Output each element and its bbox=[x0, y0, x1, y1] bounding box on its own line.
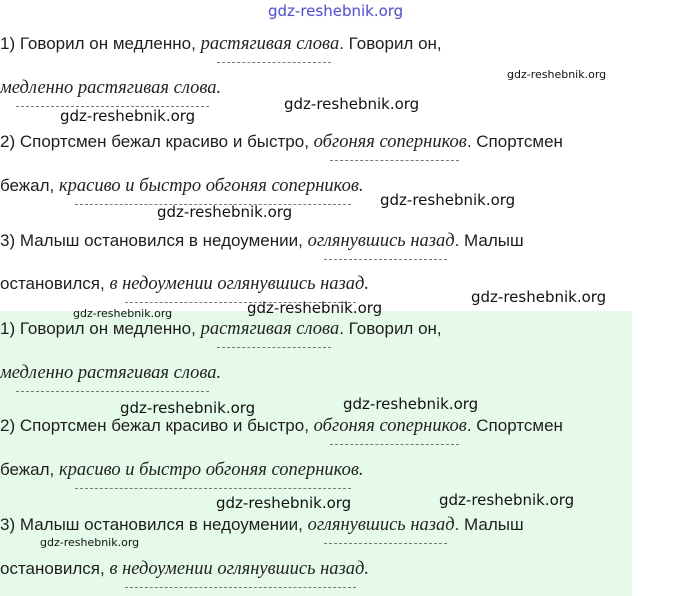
sentence-3-start: остановился, bbox=[0, 274, 110, 293]
sentence-2-line-2-copy bbox=[0, 458, 363, 482]
watermark: gdz-reshebnik.org bbox=[157, 203, 293, 221]
sentence-1-text: 1) Говорил он медленно, bbox=[0, 319, 201, 338]
watermark: gdz-reshebnik.org bbox=[216, 494, 352, 512]
watermark: gdz-reshebnik.org bbox=[284, 95, 420, 113]
sentence-2-participle: обгоняя соперников bbox=[313, 416, 467, 436]
sentence-2-start: бежал, bbox=[0, 176, 60, 195]
watermark: gdz-reshebnik.org bbox=[73, 307, 173, 320]
sentence-3-tail: . Малыш bbox=[454, 231, 524, 250]
sentence-3-line-1 bbox=[0, 229, 524, 253]
sentence-1-line-1-copy bbox=[0, 317, 442, 341]
watermark: gdz-reshebnik.org bbox=[471, 288, 607, 306]
sentence-1-tail: . Говорил он, bbox=[339, 319, 442, 338]
sentence-3-line-2-copy bbox=[0, 557, 369, 581]
sentence-2-line-2 bbox=[0, 174, 363, 198]
sentence-1-participle: растягивая слова bbox=[200, 34, 340, 54]
watermark: gdz-reshebnik.org bbox=[343, 395, 479, 413]
sentence-2-tail: . Спортсмен bbox=[466, 416, 563, 435]
sentence-1-line-2 bbox=[0, 76, 221, 100]
highlight-panel bbox=[0, 311, 632, 596]
sentence-1-answer-end: . bbox=[216, 78, 222, 98]
watermark: gdz-reshebnik.org bbox=[507, 68, 607, 81]
sentence-3-answer: в недоумении оглянувшись назад bbox=[109, 559, 365, 579]
sentence-1-line-1 bbox=[0, 32, 442, 56]
sentence-3-participle: оглянувшись назад bbox=[307, 231, 455, 251]
sentence-2-text: 2) Спортсмен бежал красиво и быстро, bbox=[0, 416, 314, 435]
sentence-2-answer: красиво и быстро обгоняя соперников bbox=[59, 176, 359, 196]
sentence-2-participle: обгоняя соперников bbox=[313, 132, 467, 152]
sentence-3-participle: оглянувшись назад bbox=[307, 515, 455, 535]
sentence-1-answer: медленно растягивая слова bbox=[0, 363, 217, 383]
sentence-2-answer: красиво и быстро обгоняя соперников bbox=[59, 460, 359, 480]
sentence-3-start: остановился, bbox=[0, 559, 110, 578]
sentence-2-text: 2) Спортсмен бежал красиво и быстро, bbox=[0, 132, 314, 151]
sentence-1-participle: растягивая слова bbox=[200, 319, 340, 339]
sentence-3-answer: в недоумении оглянувшись назад bbox=[109, 274, 365, 294]
sentence-3-line-1-copy bbox=[0, 513, 524, 537]
sentence-2-start: бежал, bbox=[0, 460, 60, 479]
sentence-3-text: 3) Малыш остановился в недоумении, bbox=[0, 231, 308, 250]
watermark: gdz-reshebnik.org bbox=[247, 299, 383, 317]
watermark: gdz-reshebnik.org bbox=[60, 107, 196, 125]
sentence-2-tail: . Спортсмен bbox=[466, 132, 563, 151]
sentence-2-answer-end: . bbox=[358, 460, 364, 480]
sentence-3-line-2 bbox=[0, 272, 369, 296]
sentence-3-answer-end: . bbox=[364, 274, 370, 294]
sentence-3-text: 3) Малыш остановился в недоумении, bbox=[0, 515, 308, 534]
sentence-2-answer-end: . bbox=[358, 176, 364, 196]
sentence-3-tail: . Малыш bbox=[454, 515, 524, 534]
sentence-2-line-1 bbox=[0, 130, 563, 154]
watermark: gdz-reshebnik.org bbox=[380, 191, 516, 209]
sentence-1-answer-end: . bbox=[216, 363, 222, 383]
sentence-1-line-2-copy bbox=[0, 361, 221, 385]
watermark: gdz-reshebnik.org bbox=[120, 399, 256, 417]
sentence-2-line-1-copy bbox=[0, 414, 563, 438]
header-watermark: gdz-reshebnik.org bbox=[268, 2, 404, 20]
sentence-1-text: 1) Говорил он медленно, bbox=[0, 34, 201, 53]
sentence-1-answer: медленно растягивая слова bbox=[0, 78, 217, 98]
sentence-3-answer-end: . bbox=[364, 559, 370, 579]
watermark: gdz-reshebnik.org bbox=[439, 491, 575, 509]
watermark: gdz-reshebnik.org bbox=[40, 536, 140, 549]
sentence-1-tail: . Говорил он, bbox=[339, 34, 442, 53]
